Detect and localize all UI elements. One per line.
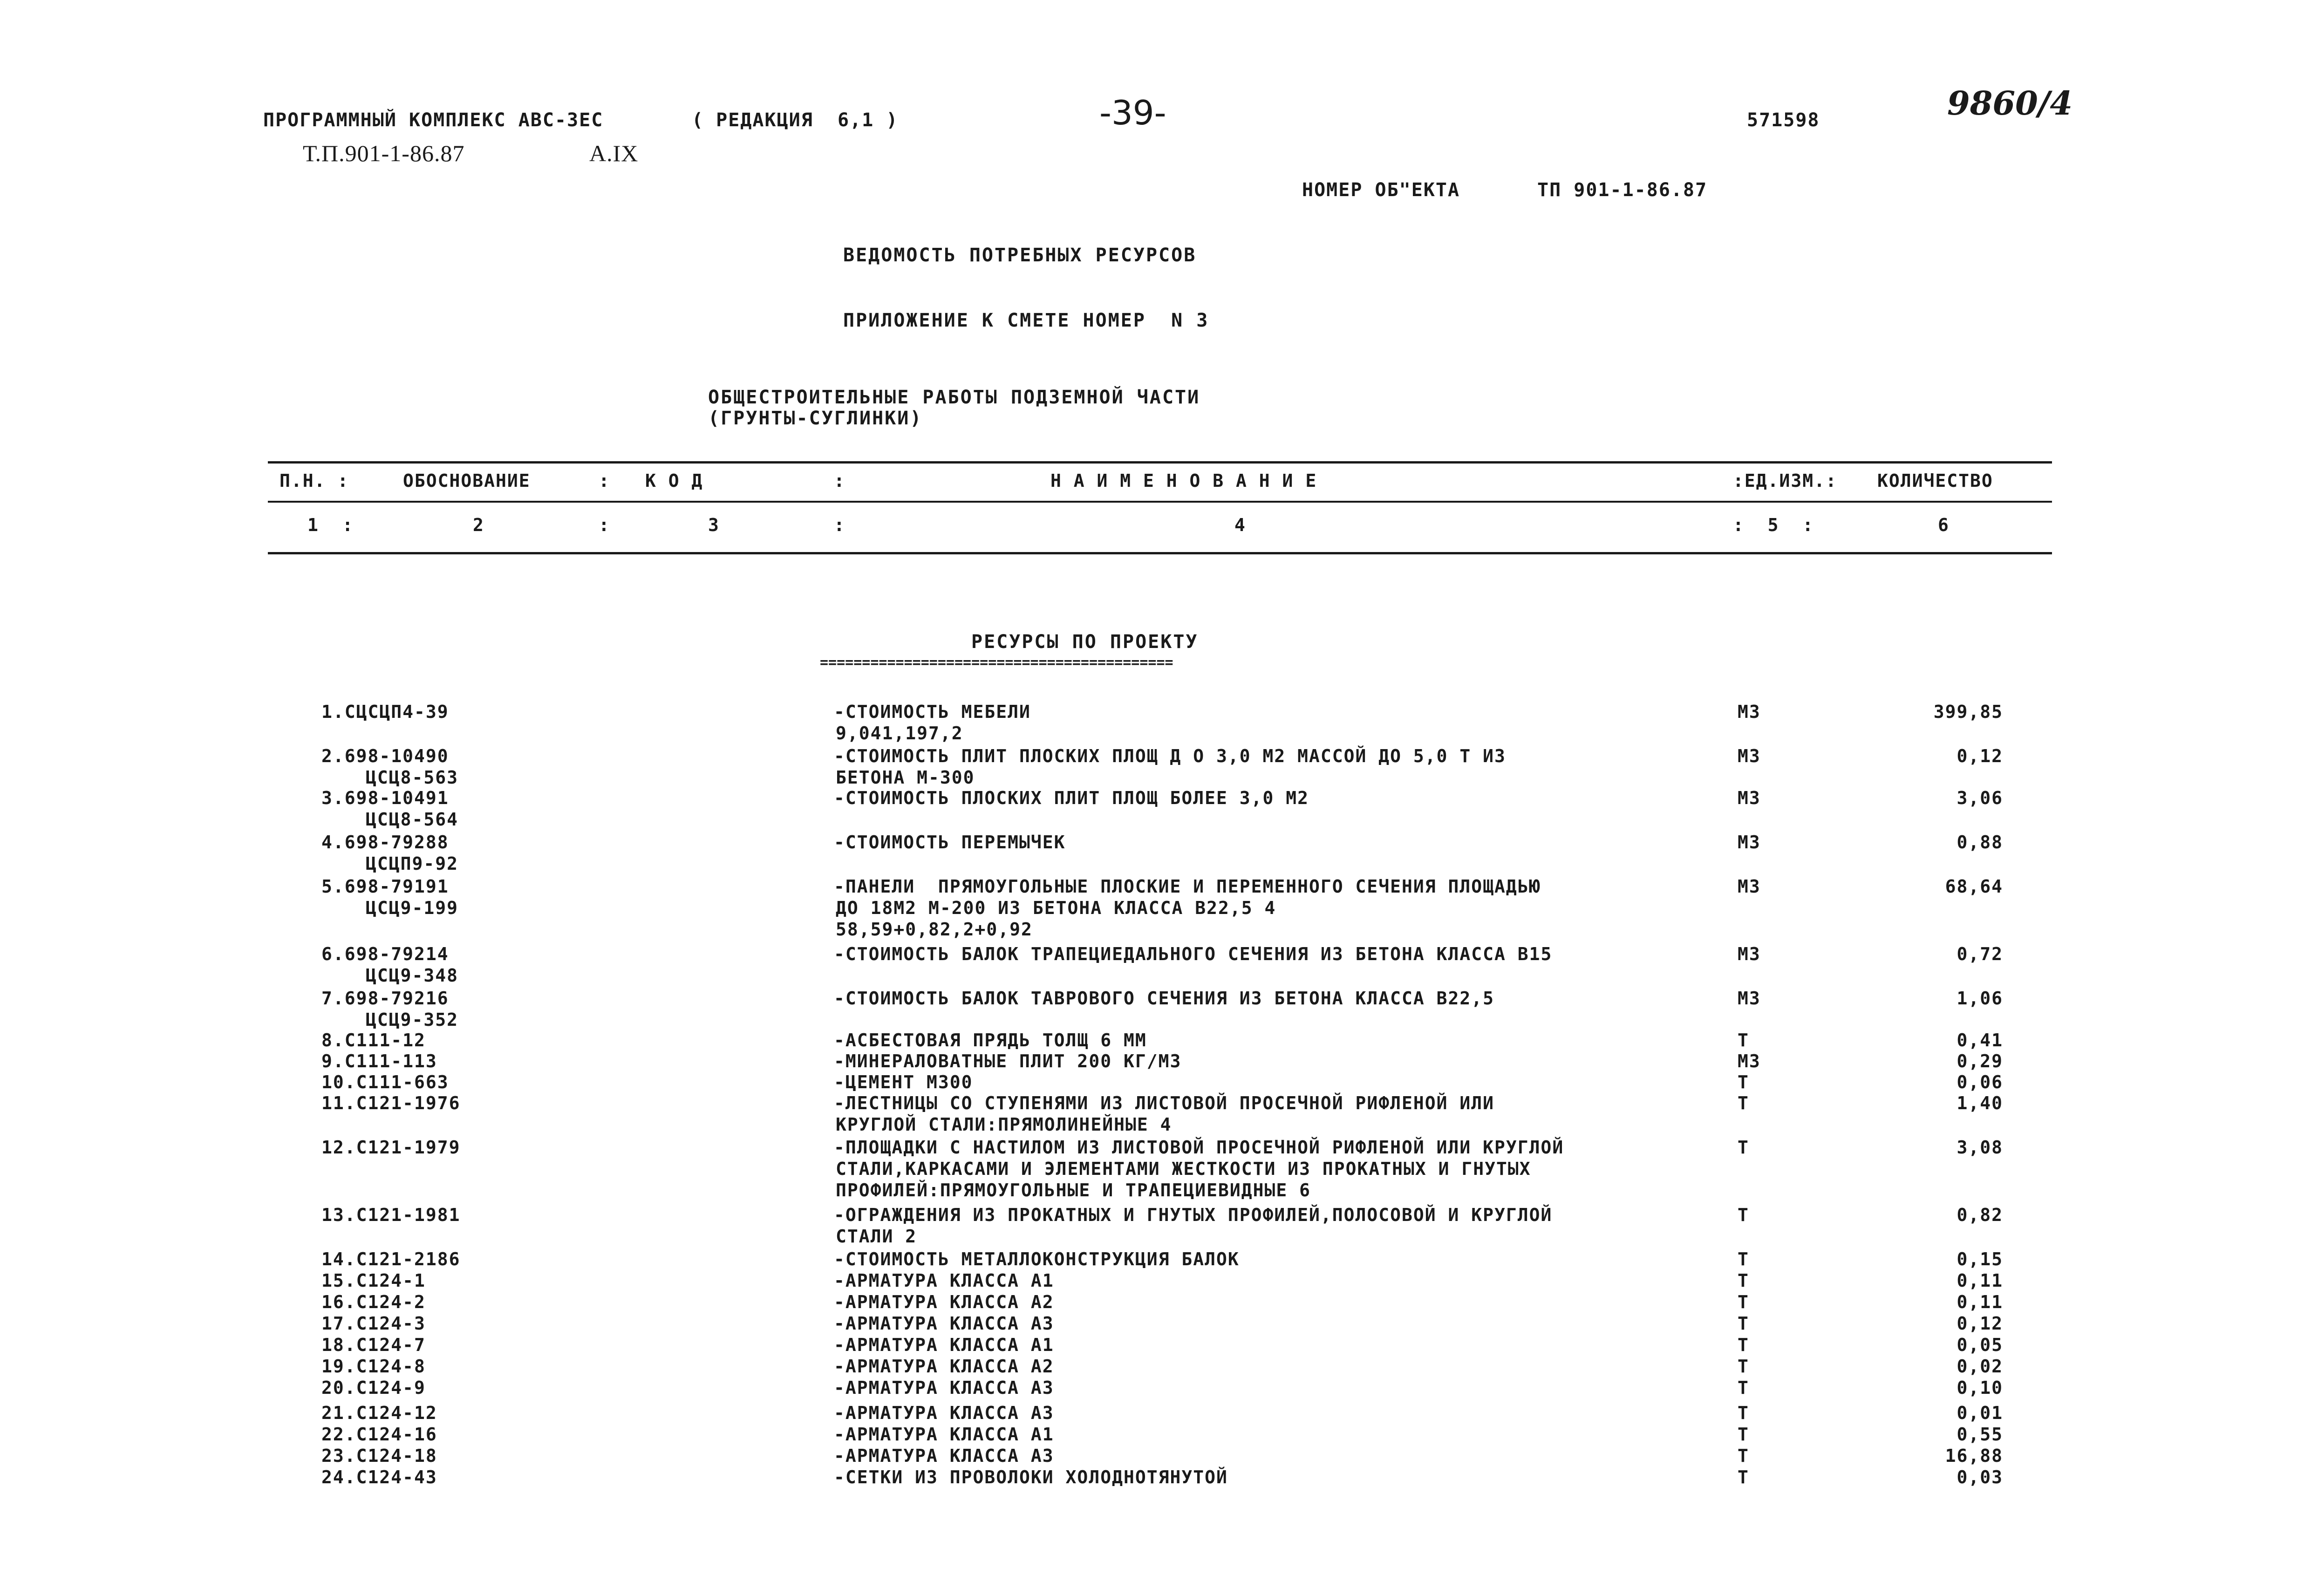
row-position: 2.698-10490 ЦСЦ8-563 (321, 746, 459, 788)
row-position: 8.С111-12 (321, 1030, 426, 1050)
header-num-3: 3 (708, 515, 720, 535)
row-quantity: 0,11 (1957, 1270, 2003, 1291)
row-quantity: 0,06 (1957, 1072, 2003, 1092)
row-name: -СТОИМОСТЬ ПЛИТ ПЛОСКИХ ПЛОЩ Д О 3,0 М2 МАССОЙ ДО 5,0 Т ИЗ БЕТОНА М-300 (834, 746, 1506, 788)
row-name: -АРМАТУРА КЛАССА А3 (834, 1378, 1054, 1398)
row-quantity: 68,64 (1945, 876, 2003, 897)
row-name: -ЛЕСТНИЦЫ СО СТУПЕНЯМИ ИЗ ЛИСТОВОЙ ПРОСЕЧНОЙ РИФЛЕНОЙ ИЛИ КРУГЛОЙ СТАЛИ:ПРЯМОЛИНЕЙНЫЕ 4 (834, 1093, 1495, 1135)
title-line-2: ПРИЛОЖЕНИЕ К СМЕТЕ НОМЕР N 3 (843, 310, 1209, 331)
row-unit: М3 (1738, 832, 1761, 853)
row-quantity: 0,72 (1957, 944, 2003, 964)
row-name: -АРМАТУРА КЛАССА А1 (834, 1335, 1054, 1355)
row-quantity: 0,41 (1957, 1030, 2003, 1050)
object-number: ТП 901-1-86.87 (1537, 179, 1708, 201)
row-name: -АСБЕСТОВАЯ ПРЯДЬ ТОЛЩ 6 ММ (834, 1030, 1147, 1050)
row-quantity: 0,03 (1957, 1467, 2003, 1487)
row-position: 24.С124-43 (321, 1467, 437, 1487)
page-number: -39- (1099, 93, 1166, 132)
album-reference: А.IX (589, 140, 639, 166)
row-name: -АРМАТУРА КЛАССА А1 (834, 1424, 1054, 1445)
header-col-basis: ОБОСНОВАНИЕ (403, 471, 531, 491)
row-name: -СТОИМОСТЬ ПЕРЕМЫЧЕК (834, 832, 1066, 853)
row-position: 23.С124-18 (321, 1446, 437, 1466)
row-unit: Т (1738, 1292, 1749, 1312)
row-position: 18.С124-7 (321, 1335, 426, 1355)
header-num-1: 1 : (307, 515, 354, 535)
header-num-sep-2: : (834, 515, 845, 535)
row-name: -СЕТКИ ИЗ ПРОВОЛОКИ ХОЛОДНОТЯНУТОЙ (834, 1467, 1228, 1487)
title-line-1: ВЕДОМОСТЬ ПОТРЕБНЫХ РЕСУРСОВ (843, 245, 1197, 266)
row-position: 1.СЦСЦП4-39 (321, 702, 449, 722)
row-quantity: 1,06 (1957, 988, 2003, 1009)
row-unit: Т (1738, 1378, 1749, 1398)
row-name: -ЦЕМЕНТ М300 (834, 1072, 973, 1092)
row-name: -СТОИМОСТЬ БАЛОК ТРАПЕЦИЕДАЛЬНОГО СЕЧЕНИЯ ИЗ БЕТОНА КЛАССА В15 (834, 944, 1553, 964)
row-quantity: 0,05 (1957, 1335, 2003, 1355)
header-num-4: 4 (1234, 515, 1246, 535)
row-position: 15.С124-1 (321, 1270, 426, 1291)
row-name: -АРМАТУРА КЛАССА А2 (834, 1356, 1054, 1377)
row-unit: Т (1738, 1446, 1749, 1466)
header-col-code: К О Д (645, 471, 703, 491)
row-position: 19.С124-8 (321, 1356, 426, 1377)
row-quantity: 0,55 (1957, 1424, 2003, 1445)
row-unit: М3 (1738, 746, 1761, 766)
document-code: 571598 (1747, 109, 1820, 131)
row-unit: Т (1738, 1356, 1749, 1377)
row-position: 14.С121-2186 (321, 1249, 461, 1269)
program-name: ПРОГРАММНЫЙ КОМПЛЕКС АВС-ЗЕС (263, 109, 604, 131)
header-col-unit: :ЕД.ИЗМ.: (1733, 471, 1837, 491)
header-col-name: Н А И М Е Н О В А Н И Е (1050, 471, 1317, 491)
row-position: 5.698-79191 ЦСЦ9-199 (321, 876, 459, 918)
header-col-sep-1: : (599, 471, 610, 491)
row-position: 11.С121-1976 (321, 1093, 461, 1113)
row-quantity: 399,85 (1933, 702, 2003, 722)
row-quantity: 0,01 (1957, 1403, 2003, 1423)
row-name: -МИНЕРАЛОВАТНЫЕ ПЛИТ 200 КГ/М3 (834, 1051, 1182, 1071)
row-unit: Т (1738, 1093, 1749, 1113)
row-quantity: 0,29 (1957, 1051, 2003, 1071)
row-position: 6.698-79214 ЦСЦ9-348 (321, 944, 459, 986)
row-name: -АРМАТУРА КЛАССА А1 (834, 1270, 1054, 1291)
row-position: 12.С121-1979 (321, 1137, 461, 1158)
row-quantity: 0,15 (1957, 1249, 2003, 1269)
row-position: 9.С111-113 (321, 1051, 437, 1071)
row-name: -АРМАТУРА КЛАССА А3 (834, 1313, 1054, 1334)
row-unit: М3 (1738, 988, 1761, 1009)
row-quantity: 0,10 (1957, 1378, 2003, 1398)
row-unit: Т (1738, 1424, 1749, 1445)
row-unit: Т (1738, 1205, 1749, 1225)
row-unit: Т (1738, 1467, 1749, 1487)
row-unit: М3 (1738, 876, 1761, 897)
row-quantity: 0,11 (1957, 1292, 2003, 1312)
row-name: -ПАНЕЛИ ПРЯМОУГОЛЬНЫЕ ПЛОСКИЕ И ПЕРЕМЕННОГО СЕЧЕНИЯ ПЛОЩАДЬЮ ДО 18М2 М-200 ИЗ БЕТОНА КЛАССА В22,5 4 58,59+0,82,2+0,92 (834, 876, 1541, 940)
section-title: РЕСУРСЫ ПО ПРОЕКТУ (971, 631, 1199, 653)
header-col-quantity: КОЛИЧЕСТВО (1877, 471, 1993, 491)
row-name: -АРМАТУРА КЛАССА А3 (834, 1446, 1054, 1466)
row-quantity: 3,06 (1957, 788, 2003, 808)
row-position: 3.698-10491 ЦСЦ8-564 (321, 788, 459, 830)
row-position: 16.С124-2 (321, 1292, 426, 1312)
row-unit: М3 (1738, 702, 1761, 722)
row-unit: Т (1738, 1137, 1749, 1158)
header-num-sep-1: : (599, 515, 610, 535)
row-unit: М3 (1738, 944, 1761, 964)
header-num-6: 6 (1938, 515, 1950, 535)
row-name: -СТОИМОСТЬ МЕТАЛЛОКОНСТРУКЦИЯ БАЛОК (834, 1249, 1240, 1269)
row-quantity: 16,88 (1945, 1446, 2003, 1466)
header-col-sep-2: : (834, 471, 845, 491)
section-underline: ========================================== (820, 655, 1173, 671)
title-line-4: (ГРУНТЫ-СУГЛИНКИ) (708, 408, 923, 429)
handwritten-mark: 9860/4 (1947, 84, 2073, 123)
row-quantity: 0,02 (1957, 1356, 2003, 1377)
row-position: 13.С121-1981 (321, 1205, 461, 1225)
header-num-5: : 5 : (1733, 515, 1814, 535)
row-name: -СТОИМОСТЬ МЕБЕЛИ 9,041,197,2 (834, 702, 1031, 743)
row-position: 17.С124-3 (321, 1313, 426, 1334)
row-position: 20.С124-9 (321, 1378, 426, 1398)
header-col-pn: П.Н. : (280, 471, 349, 491)
row-name: -АРМАТУРА КЛАССА А2 (834, 1292, 1054, 1312)
row-quantity: 0,88 (1957, 832, 2003, 853)
row-unit: Т (1738, 1270, 1749, 1291)
row-unit: Т (1738, 1313, 1749, 1334)
title-line-3: ОБЩЕСТРОИТЕЛЬНЫЕ РАБОТЫ ПОДЗЕМНОЙ ЧАСТИ (708, 387, 1200, 408)
row-quantity: 0,12 (1957, 746, 2003, 766)
row-position: 21.С124-12 (321, 1403, 437, 1423)
edition: ( РЕДАКЦИЯ 6,1 ) (692, 109, 899, 131)
table-middle-rule (268, 501, 2052, 503)
row-unit: Т (1738, 1403, 1749, 1423)
row-position: 22.С124-16 (321, 1424, 437, 1445)
row-name: -ПЛОЩАДКИ С НАСТИЛОМ ИЗ ЛИСТОВОЙ ПРОСЕЧНОЙ РИФЛЕНОЙ ИЛИ КРУГЛОЙ СТАЛИ,КАРКАСАМИ И ЭЛЕМЕНТАМИ ЖЕСТКОСТИ ИЗ ПРОКАТНЫХ И ГНУТЫХ ПРОФИЛЕЙ:ПРЯМОУГОЛЬНЫЕ И ТРАПЕЦИЕВИДНЫЕ 6 (834, 1137, 1564, 1200)
row-unit: Т (1738, 1335, 1749, 1355)
row-position: 7.698-79216 ЦСЦ9-352 (321, 988, 459, 1030)
object-label: НОМЕР ОБ"ЕКТА (1302, 179, 1460, 201)
row-name: -СТОИМОСТЬ БАЛОК ТАВРОВОГО СЕЧЕНИЯ ИЗ БЕТОНА КЛАССА В22,5 (834, 988, 1495, 1009)
header-num-2: 2 (473, 515, 484, 535)
table-bottom-rule (268, 552, 2052, 554)
row-name: -АРМАТУРА КЛАССА А3 (834, 1403, 1054, 1423)
row-name: -СТОИМОСТЬ ПЛОСКИХ ПЛИТ ПЛОЩ БОЛЕЕ 3,0 М2 (834, 788, 1309, 808)
row-unit: М3 (1738, 788, 1761, 808)
row-unit: М3 (1738, 1051, 1761, 1071)
row-name: -ОГРАЖДЕНИЯ ИЗ ПРОКАТНЫХ И ГНУТЫХ ПРОФИЛЕЙ,ПОЛОСОВОЙ И КРУГЛОЙ СТАЛИ 2 (834, 1205, 1553, 1247)
row-quantity: 3,08 (1957, 1137, 2003, 1158)
row-quantity: 0,82 (1957, 1205, 2003, 1225)
row-quantity: 1,40 (1957, 1093, 2003, 1113)
row-unit: Т (1738, 1030, 1749, 1050)
project-reference: Т.П.901-1-86.87 (303, 140, 465, 166)
row-unit: Т (1738, 1249, 1749, 1269)
table-top-rule (268, 461, 2052, 464)
row-position: 10.С111-663 (321, 1072, 449, 1092)
row-quantity: 0,12 (1957, 1313, 2003, 1334)
row-position: 4.698-79288 ЦСЦП9-92 (321, 832, 459, 874)
row-unit: Т (1738, 1072, 1749, 1092)
